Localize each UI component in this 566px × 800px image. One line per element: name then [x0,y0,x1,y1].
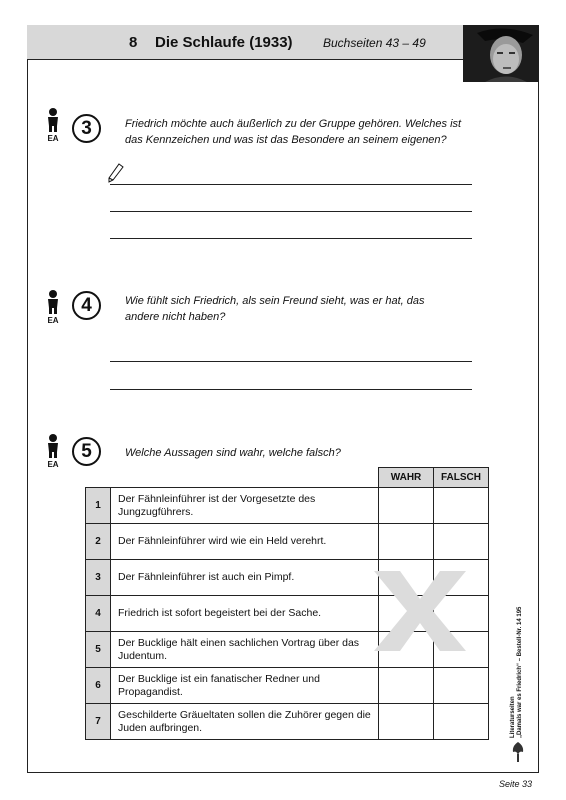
row-number: 5 [86,632,111,668]
book-pages: Buchseiten 43 – 49 [323,36,426,50]
sidebar-title-order: „Damals war es Friedrich“ – Bestell-Nr. 14 195 [517,606,523,738]
task-number-badge: 4 [72,291,101,320]
task-number-badge: 3 [72,114,101,143]
statement-text: Der Fähnleinführer wird wie ein Held verehrt. [111,524,379,560]
statement-text: Der Fähnleinführer ist der Vorgesetzte des Jungzugführers. [111,488,379,524]
chapter-title: Die Schlaufe (1933) [155,34,293,51]
wahr-checkbox-cell[interactable] [379,524,434,560]
publisher-sidebar [510,607,524,738]
wahr-checkbox-cell[interactable] [379,488,434,524]
statement-text: Der Fähnleinführer ist auch ein Pimpf. [111,560,379,596]
task-question: Wie fühlt sich Friedrich, als sein Freund sieht, was er hat, das andere nicht haben? [125,295,425,323]
row-number: 2 [86,524,111,560]
row-number: 6 [86,668,111,704]
answer-line[interactable] [110,361,472,362]
row-number: 3 [86,560,111,596]
table-row [86,524,489,560]
ea-label: EA [47,134,59,143]
page-header [27,25,463,60]
falsch-checkbox-cell[interactable] [434,488,489,524]
statement-text: Der Bucklige ist ein fanatischer Redner und Propagandist. [111,668,379,704]
task-number-badge: 5 [72,437,101,466]
chapter-number: 8 [129,34,138,51]
ea-label: EA [47,460,59,469]
answer-line[interactable] [110,211,472,212]
statement-text: Geschilderte Gräueltaten sollen die Zuhörer gegen die Juden aufbringen. [111,704,379,740]
cross-watermark-icon [374,571,466,651]
wahr-checkbox-cell[interactable] [379,668,434,704]
publisher-logo-icon [509,740,527,764]
ea-label: EA [47,316,59,325]
row-number: 4 [86,596,111,632]
table-row [86,488,489,524]
falsch-checkbox-cell[interactable] [434,668,489,704]
answer-line[interactable] [110,184,472,185]
answer-line[interactable] [110,238,472,239]
row-number: 7 [86,704,111,740]
task-question: Welche Aussagen sind wahr, welche falsch? [125,447,341,459]
row-number: 1 [86,488,111,524]
person-icon [40,433,66,475]
column-header-falsch: FALSCH [434,468,489,488]
table-header-blank [86,468,379,488]
answer-line[interactable] [110,389,472,390]
falsch-checkbox-cell[interactable] [434,704,489,740]
person-icon [40,107,66,149]
sidebar-series: Literaturseiten [510,696,516,738]
boy-portrait-photo [463,25,539,82]
pencil-icon [108,163,124,183]
page-number: Seite 33 [499,779,533,789]
statement-text: Friedrich ist sofort begeistert bei der Sache. [111,596,379,632]
person-icon [40,289,66,331]
table-row [86,704,489,740]
task-question: Friedrich möchte auch äußerlich zu der Gruppe gehören. Welches ist das Kennzeichen und was ist das Besondere an seinem eigenen? [125,118,462,146]
column-header-wahr: WAHR [379,468,434,488]
falsch-checkbox-cell[interactable] [434,524,489,560]
wahr-checkbox-cell[interactable] [379,704,434,740]
statement-text: Der Bucklige hält einen sachlichen Vortrag über das Judentum. [111,632,379,668]
table-row [86,668,489,704]
